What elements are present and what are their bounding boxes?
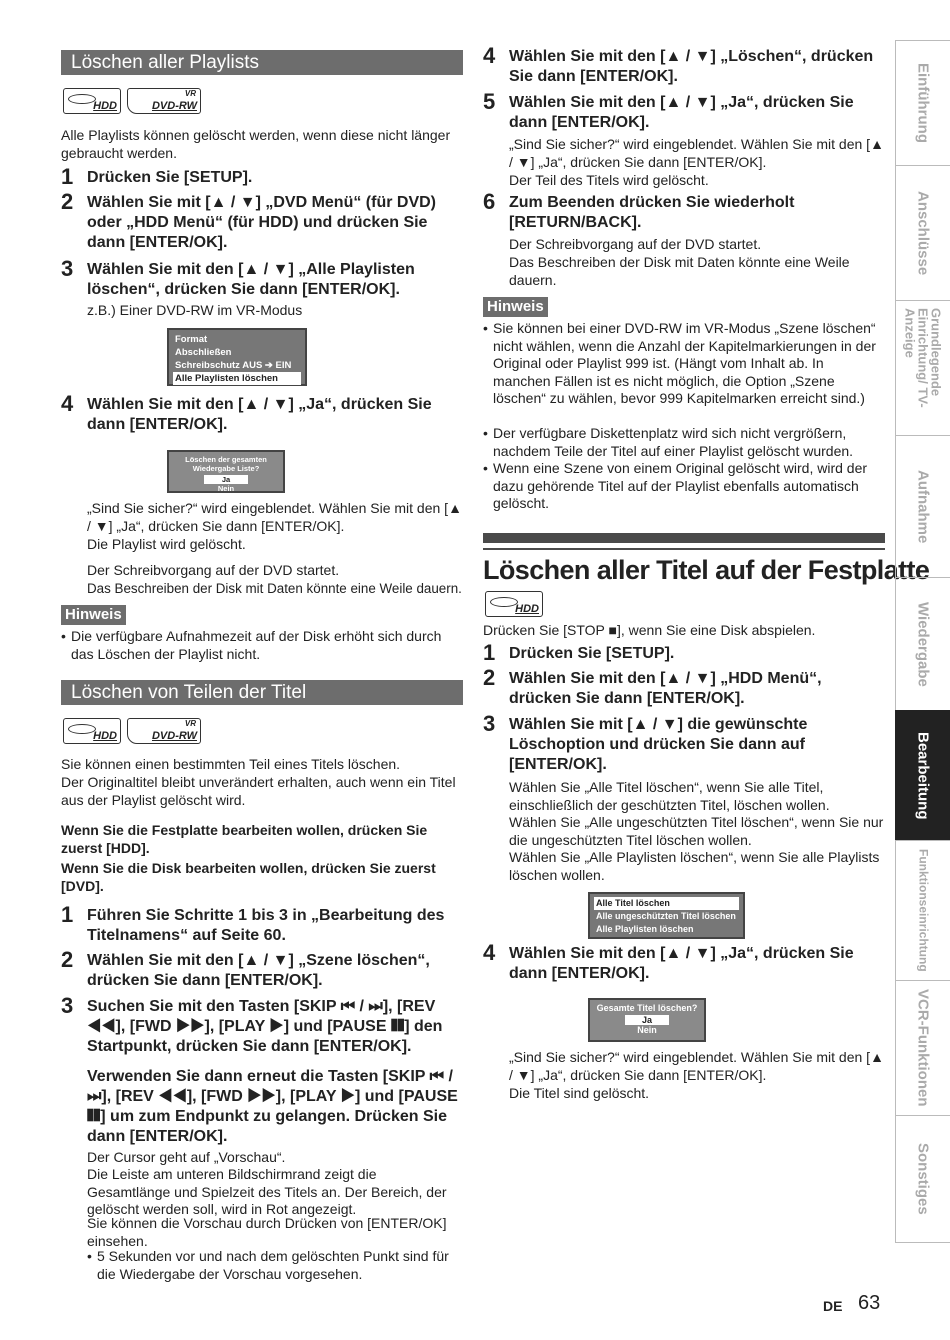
footer-language: DE: [823, 1298, 843, 1314]
step-4: 4 Wählen Sie mit den [▲ / ▼] „Ja“, drücken Sie dann [ENTER/OK].: [61, 391, 432, 433]
section-heading-delete-title-parts: Löschen von Teilen der Titel: [61, 680, 463, 705]
sec3-intro: Drücken Sie [STOP ■], wenn Sie eine Disk abspielen.: [483, 622, 816, 638]
tab-sonstiges[interactable]: Sonstiges: [895, 1115, 950, 1243]
write-duration-text: Das Beschreiben der Disk mit Daten könnte eine Weile dauern.: [87, 581, 462, 596]
footer-page-number: 63: [858, 1292, 881, 1314]
sec2-step-2: 2 Wählen Sie mit den [▲ / ▼] „Szene löschen“, drücken Sie dann [ENTER/OK].: [61, 947, 430, 989]
tab-wiedergabe[interactable]: Wiedergabe: [895, 577, 950, 710]
sec3-step-1: 1 Drücken Sie [SETUP].: [483, 640, 675, 665]
confirm-result: Die Playlist wird gelöscht.: [87, 536, 246, 552]
sec3-confirm-dialog-screen: Gesamte Titel löschen? Ja Nein: [588, 998, 706, 1042]
tab-vcr-funktionen[interactable]: VCR-Funktionen: [895, 980, 950, 1115]
tab-funktionseinrichtung[interactable]: Funktionseinrichtung: [895, 840, 950, 980]
section-rule-thick: [483, 533, 885, 543]
step-3-example: z.B.) Einer DVD-RW im VR-Modus: [87, 302, 303, 318]
intro-text: Alle Playlists können gelöscht werden, wenn diese nicht länger gebraucht werden.: [61, 127, 451, 161]
sec3-option-1: Wählen Sie „Alle Titel löschen“, wenn Sie alle Titel, einschließlich der geschützten Titel, löschen wollen.: [509, 779, 830, 813]
sec2-step-3: 3 Suchen Sie mit den Tasten [SKIP ⏮ / ⏭], [REV ◀◀], [FWD ▶▶], [PLAY ▶] und [PAUSE ❚❚] den Startpunkt, drücken Sie dann [ENTER/OK].: [61, 993, 443, 1055]
hdd-logo-3: HDD: [485, 591, 543, 617]
right-step-6-text-2: Das Beschreiben der Disk mit Daten könnte eine Weile dauern.: [509, 254, 850, 288]
confirm-dialog-screen: Löschen der gesamten Wiedergabe Liste? Ja Nein: [167, 450, 285, 493]
dvd-rw-vr-logo-2: VR DVD-RW: [127, 718, 201, 744]
step-3: 3 Wählen Sie mit den [▲ / ▼] „Alle Playlisten löschen“, drücken Sie dann [ENTER/OK].: [61, 256, 415, 298]
right-hint-3: • Wenn eine Szene von einem Original gelöscht wird, wird der dazu gehörende Titel auf der Playlist ebenfalls automatisch gelöscht.: [483, 460, 868, 511]
sec3-step-3: 3 Wählen Sie mit [▲ / ▼] die gewünschte Löschoption und drücken Sie dann auf [ENTER/OK].: [483, 711, 808, 773]
delete-options-menu-screen: Alle Titel löschen Alle ungeschützten Titel löschen Alle Playlisten löschen: [588, 892, 745, 939]
sec2-step-1: 1 Führen Sie Schritte 1 bis 3 in „Bearbeitung des Titelnamens“ auf Seite 60.: [61, 902, 445, 944]
setup-menu-screen: Format Abschließen Schreibschutz AUS ➔ EIN Alle Playlisten löschen: [167, 328, 307, 386]
sec3-confirm-text: „Sind Sie sicher?“ wird eingeblendet. Wählen Sie mit den [▲ / ▼] „Ja“, drücken Sie dann [ENTER/OK].: [509, 1049, 884, 1083]
sec3-step-4: 4 Wählen Sie mit den [▲ / ▼] „Ja“, drücken Sie dann [ENTER/OK].: [483, 940, 854, 982]
right-step-6: 6 Zum Beenden drücken Sie wiederholt [RETURN/BACK].: [483, 189, 795, 231]
section-title-delete-all-hdd-titles: Löschen aller Titel auf der Festplatte: [483, 555, 930, 585]
right-hint-2: • Der verfügbare Diskettenplatz wird sich nicht vergrößern, nachdem Teile der Titel auf einer Playlist gelöscht wurden.: [483, 425, 854, 459]
sec3-option-3: Wählen Sie „Alle Playlisten löschen“, wenn Sie alle Playlists löschen wollen.: [509, 849, 880, 883]
tab-einfuehrung[interactable]: Einführung: [895, 40, 950, 165]
sec2-preview-bullet: • 5 Sekunden vor und nach dem gelöschten Punkt sind für die Wiedergabe der Vorschau vorgesehen.: [87, 1248, 449, 1282]
sec3-option-2: Wählen Sie „Alle ungeschützten Titel löschen“, wenn Sie nur die ungeschützten Titel löschen wollen.: [509, 814, 884, 848]
section-rule-thin: [483, 548, 885, 550]
write-start-text: Der Schreibvorgang auf der DVD startet.: [87, 562, 340, 578]
sec2-bar-text: Die Leiste am unteren Bildschirmrand zeigt die Gesamtlänge und Spielzeit des Titels an. Der Bereich, der gelöscht werden soll, wird in Rot angezeigt.: [87, 1166, 447, 1217]
tab-aufnahme[interactable]: Aufnahme: [895, 435, 950, 577]
tab-bearbeitung[interactable]: Bearbeitung: [895, 710, 950, 840]
right-step-6-text-1: Der Schreibvorgang auf der DVD startet.: [509, 236, 762, 252]
hdd-logo-2: HDD: [63, 718, 121, 744]
sec2-note-hdd: Wenn Sie die Festplatte bearbeiten wollen, drücken Sie zuerst [HDD].: [61, 822, 428, 856]
confirm-text: „Sind Sie sicher?“ wird eingeblendet. Wählen Sie mit den [▲ / ▼] „Ja“, drücken Sie dann [ENTER/OK].: [87, 500, 462, 534]
disc-icon: [68, 94, 96, 104]
hint-label: Hinweis: [61, 605, 126, 625]
disc-icon: [490, 597, 518, 607]
hint-item: • Die verfügbare Aufnahmezeit auf der Disk erhöht sich durch das Löschen der Playlist nicht.: [61, 628, 442, 662]
sec3-step-2: 2 Wählen Sie mit den [▲ / ▼] „HDD Menü“, drücken Sie dann [ENTER/OK].: [483, 665, 822, 707]
tab-anschluesse[interactable]: Anschlüsse: [895, 165, 950, 300]
right-hint-1: • Sie können bei einer DVD-RW im VR-Modus „Szene löschen“ nicht wählen, wenn die Anzahl der Kapitelmarkierungen in der Original oder Playlist 999 ist. (Hängt vom Inhalt ab. In manchen Fällen ist es nicht möglich, die Option „Szene löschen“ zu wählen, bevor 999 Kapitelmarken erreicht sind.): [483, 320, 876, 406]
right-step-5-confirm: „Sind Sie sicher?“ wird eingeblendet. Wählen Sie mit den [▲ / ▼] „Ja“, drücken Sie dann [ENTER/OK].: [509, 136, 884, 170]
sec2-intro-1: Sie können einen bestimmten Teil eines Titels löschen.: [61, 756, 401, 772]
step-2: 2 Wählen Sie mit [▲ / ▼] „DVD Menü“ (für DVD) oder „HDD Menü“ (für HDD) und drücken Sie dann [ENTER/OK].: [61, 189, 437, 251]
section-heading-delete-all-playlists: Löschen aller Playlists: [61, 50, 463, 75]
disc-icon: [68, 724, 96, 734]
sec2-preview-text: Sie können die Vorschau durch Drücken von [ENTER/OK] einsehen.: [87, 1215, 447, 1249]
right-step-5: 5 Wählen Sie mit den [▲ / ▼] „Ja“, drücken Sie dann [ENTER/OK].: [483, 89, 854, 131]
right-step-5-result: Der Teil des Titels wird gelöscht.: [509, 172, 709, 188]
right-hint-label: Hinweis: [483, 297, 548, 317]
step-1: 1 Drücken Sie [SETUP].: [61, 164, 253, 189]
sec2-intro-2: Der Originaltitel bleibt unverändert erhalten, auch wenn ein Titel aus der Playlist gelöscht wird.: [61, 774, 456, 808]
sec2-cursor-text: Der Cursor geht auf „Vorschau“.: [87, 1149, 286, 1165]
right-step-4: 4 Wählen Sie mit den [▲ / ▼] „Löschen“, drücken Sie dann [ENTER/OK].: [483, 43, 874, 85]
sec2-step-3-endpoint: Verwenden Sie dann erneut die Tasten [SKIP ⏮ / ⏭], [REV ◀◀], [FWD ▶▶], [PLAY ▶] und [PAUSE ❚❚] um zum Endpunkt zu gelangen. Drücken Sie dann [ENTER/OK].: [87, 1068, 458, 1145]
tab-grundlegende-einrichtung[interactable]: Grundlegende Einrichtung/ TV-Anzeige: [895, 300, 950, 435]
sec2-note-dvd: Wenn Sie die Disk bearbeiten wollen, drücken Sie zuerst [DVD].: [61, 860, 436, 894]
sec3-confirm-result: Die Titel sind gelöscht.: [509, 1085, 650, 1101]
dvd-rw-vr-logo: VR DVD-RW: [127, 88, 201, 114]
hdd-logo: HDD: [63, 88, 121, 114]
